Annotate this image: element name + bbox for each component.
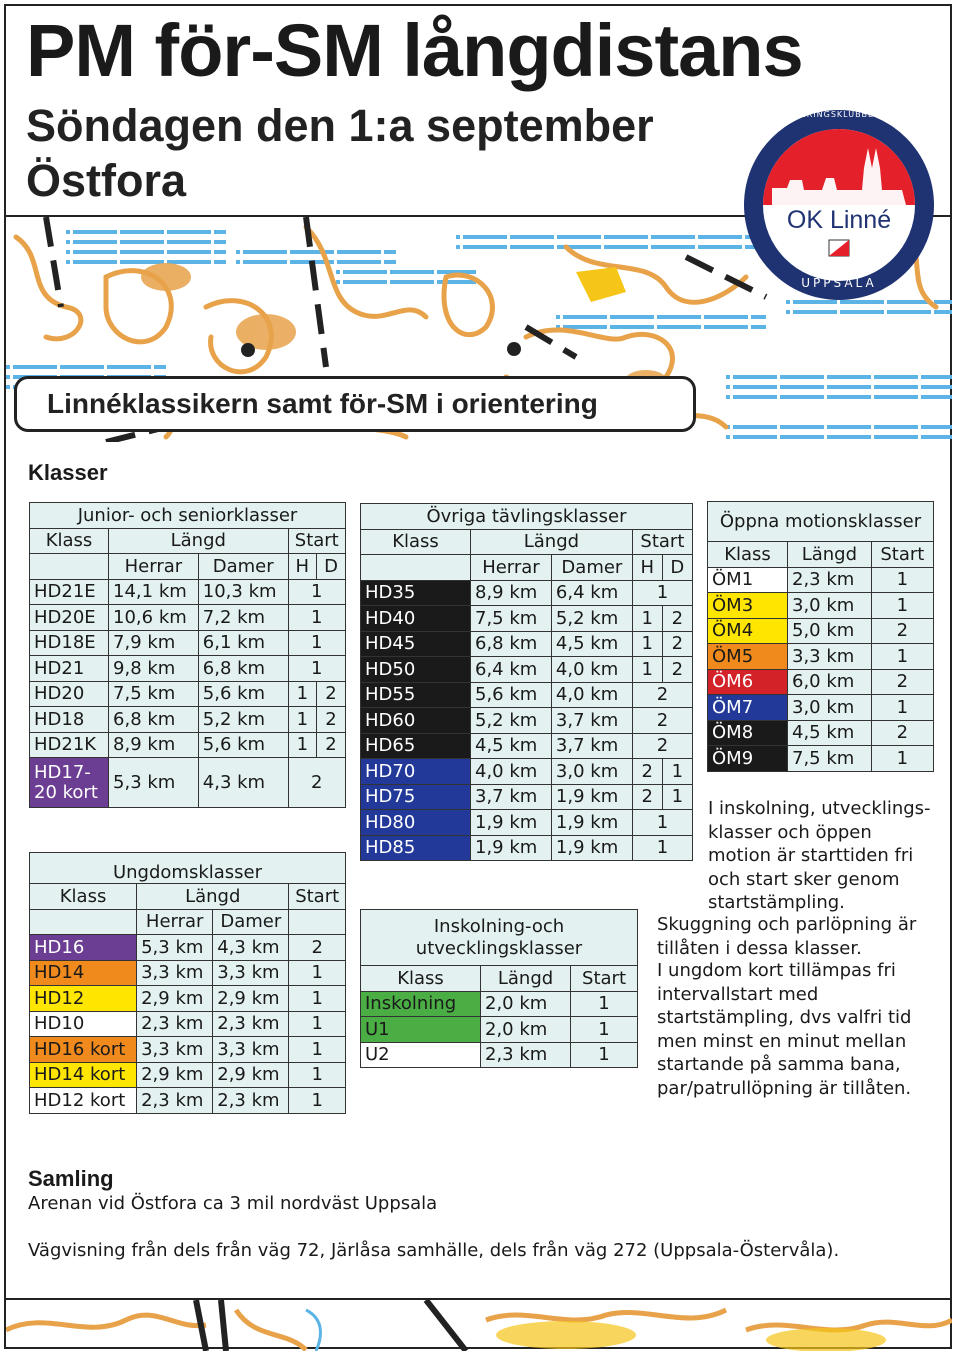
header-start: Start	[289, 884, 346, 910]
length-herrar: 2,3 km	[137, 1011, 213, 1037]
start-h: 1	[632, 657, 662, 683]
header-langd: Längd	[788, 542, 872, 568]
table-row	[30, 630, 346, 656]
length-damer: 4,0 km	[551, 657, 632, 683]
length-damer: 1,9 km	[551, 810, 632, 836]
length-herrar: 6,8 km	[471, 631, 552, 657]
table-row	[361, 784, 693, 810]
length-damer: 2,9 km	[213, 986, 289, 1012]
start-value: 1	[571, 1017, 638, 1043]
length-value: 2,0 km	[481, 991, 571, 1017]
length-herrar: 1,9 km	[471, 835, 552, 861]
note-line: Skuggning och parlöpning är	[657, 914, 917, 935]
length-damer: 5,2 km	[198, 707, 288, 733]
header-h: H	[288, 554, 317, 580]
note-line: tillåten i dessa klasser.	[657, 937, 862, 959]
length-damer: 3,7 km	[551, 708, 632, 734]
orienteering-map-strip	[6, 1298, 952, 1351]
class-name: HD14	[30, 960, 137, 986]
note-line: par/patrullöpning är tillåten.	[657, 1077, 912, 1099]
table-row	[708, 746, 934, 772]
start-value: 2	[289, 935, 346, 961]
start-value: 2	[632, 708, 692, 734]
table-row	[708, 593, 934, 619]
start-value: 1	[289, 1011, 346, 1037]
length-value: 3,0 km	[788, 593, 872, 619]
table-row	[361, 580, 693, 606]
length-herrar: 3,3 km	[137, 1037, 213, 1063]
page-title: PM för-SM långdistans	[26, 9, 803, 92]
table-caption: Öppna motionsklasser	[708, 502, 934, 542]
start-h: 1	[632, 631, 662, 657]
class-name: U1	[361, 1017, 481, 1043]
length-value: 2,3 km	[481, 1042, 571, 1068]
class-name: ÖM5	[708, 644, 788, 670]
table-row	[361, 810, 693, 836]
start-d: 1	[662, 784, 692, 810]
other-classes-table	[360, 503, 693, 861]
length-damer: 7,2 km	[198, 605, 288, 631]
table-row	[30, 579, 346, 605]
header-klass: Klass	[361, 966, 481, 992]
class-name: ÖM1	[708, 567, 788, 593]
class-name: HD18E	[30, 630, 109, 656]
class-name: HD35	[361, 580, 471, 606]
table-row	[361, 733, 693, 759]
note-line: startstämpling, dvs valfri tid	[657, 1007, 912, 1028]
start-value: 1	[571, 991, 638, 1017]
length-damer: 4,0 km	[551, 682, 632, 708]
class-name: ÖM8	[708, 720, 788, 746]
class-name: HD55	[361, 682, 471, 708]
table-row	[708, 567, 934, 593]
start-value: 1	[289, 1037, 346, 1063]
class-name: HD60	[361, 708, 471, 734]
class-name: HD21	[30, 656, 109, 682]
table-row	[361, 631, 693, 657]
table-row	[30, 707, 346, 733]
table-row	[30, 732, 346, 758]
class-name: U2	[361, 1042, 481, 1068]
length-damer: 3,0 km	[551, 759, 632, 785]
table-row	[361, 708, 693, 734]
start-value: 2	[288, 758, 345, 808]
header-langd: Längd	[481, 966, 571, 992]
table-row	[361, 657, 693, 683]
start-d: 2	[317, 732, 346, 758]
length-value: 2,0 km	[481, 1017, 571, 1043]
class-name: ÖM9	[708, 746, 788, 772]
start-value: 1	[871, 746, 933, 772]
header-d: D	[317, 554, 346, 580]
length-damer: 6,8 km	[198, 656, 288, 682]
start-value: 1	[632, 580, 692, 606]
class-name: ÖM6	[708, 669, 788, 695]
note-youth-short	[657, 959, 911, 1100]
start-value: 2	[871, 618, 933, 644]
length-damer: 2,3 km	[213, 1011, 289, 1037]
note-line: intervallstart med	[657, 983, 819, 1005]
table-row	[30, 681, 346, 707]
table-row	[361, 1042, 638, 1068]
class-name: HD85	[361, 835, 471, 861]
length-value: 7,5 km	[788, 746, 872, 772]
start-value: 2	[871, 669, 933, 695]
header-start: Start	[871, 542, 933, 568]
table-row	[30, 960, 346, 986]
length-herrar: 4,5 km	[471, 733, 552, 759]
length-damer: 4,5 km	[551, 631, 632, 657]
start-h: 1	[288, 707, 317, 733]
start-value: 1	[288, 630, 345, 656]
senior-classes-table	[29, 502, 346, 808]
class-name: HD20	[30, 681, 109, 707]
table-row	[30, 1037, 346, 1063]
class-name: HD12 kort	[30, 1088, 137, 1114]
note-line: I ungdom kort tillämpas fri	[657, 960, 896, 981]
class-name: HD16 kort	[30, 1037, 137, 1063]
table-row	[708, 695, 934, 721]
table-row	[361, 606, 693, 632]
header-damer: Damer	[551, 555, 632, 581]
note-line: men minst en minut mellan	[657, 1030, 907, 1052]
length-damer: 2,3 km	[213, 1088, 289, 1114]
section-heading-samling: Samling	[28, 1166, 114, 1191]
length-herrar: 6,4 km	[471, 657, 552, 683]
note-line: startstämpling.	[708, 892, 845, 913]
start-value: 1	[288, 656, 345, 682]
note-shadowing	[657, 913, 916, 960]
header-h: H	[632, 555, 662, 581]
note-line: klasser och öppen	[708, 821, 872, 843]
class-name: HD14 kort	[30, 1062, 137, 1088]
length-herrar: 6,8 km	[109, 707, 199, 733]
start-value: 1	[871, 695, 933, 721]
class-name: HD12	[30, 986, 137, 1012]
table-row	[361, 1017, 638, 1043]
class-name: HD45	[361, 631, 471, 657]
class-name: HD17-	[34, 761, 91, 783]
start-d: 2	[317, 681, 346, 707]
class-name: HD10	[30, 1011, 137, 1037]
header-herrar: Herrar	[471, 555, 552, 581]
header-damer: Damer	[213, 909, 289, 935]
start-d: 2	[662, 657, 692, 683]
header-start: Start	[632, 529, 692, 555]
start-value: 1	[632, 810, 692, 836]
table-row	[30, 1088, 346, 1114]
header-klass: Klass	[361, 529, 471, 555]
length-herrar: 8,9 km	[109, 732, 199, 758]
start-value: 1	[871, 593, 933, 619]
header-herrar: Herrar	[109, 554, 199, 580]
header-klass: Klass	[30, 884, 137, 910]
section-heading-klasser: Klasser	[28, 460, 108, 485]
samling-location: Arenan vid Östfora ca 3 mil nordväst Uppsala	[28, 1193, 438, 1214]
length-damer: 6,4 km	[551, 580, 632, 606]
logo-ring-text: ORIENTERINGSKLUBBEN LINNÉ	[764, 110, 914, 119]
class-name: HD40	[361, 606, 471, 632]
club-logo	[742, 108, 936, 302]
header-start: Start	[571, 966, 638, 992]
length-damer: 1,9 km	[551, 835, 632, 861]
table-row	[30, 1062, 346, 1088]
header-herrar: Herrar	[137, 909, 213, 935]
youth-classes-table	[29, 852, 346, 1114]
length-damer: 5,2 km	[551, 606, 632, 632]
note-open-start	[708, 797, 931, 915]
length-value: 6,0 km	[788, 669, 872, 695]
start-value: 1	[289, 1088, 346, 1114]
class-name: 20 kort	[34, 781, 98, 803]
length-damer: 1,9 km	[551, 784, 632, 810]
length-herrar: 8,9 km	[471, 580, 552, 606]
header-langd: Längd	[471, 529, 633, 555]
table-row	[708, 618, 934, 644]
length-herrar: 7,5 km	[471, 606, 552, 632]
length-herrar: 9,8 km	[109, 656, 199, 682]
class-name: HD70	[361, 759, 471, 785]
length-damer: 10,3 km	[198, 579, 288, 605]
class-name: HD80	[361, 810, 471, 836]
length-value: 2,3 km	[788, 567, 872, 593]
length-damer: 4,3 km	[198, 758, 288, 808]
class-name: HD21E	[30, 579, 109, 605]
length-herrar: 3,3 km	[137, 960, 213, 986]
note-line: startande på samma bana,	[657, 1054, 901, 1075]
class-name: HD75	[361, 784, 471, 810]
table-row	[708, 720, 934, 746]
start-d: 2	[662, 631, 692, 657]
header-langd: Längd	[137, 884, 289, 910]
open-classes-table	[707, 501, 934, 772]
logo-city: UPPSALA	[801, 276, 877, 290]
length-value: 4,5 km	[788, 720, 872, 746]
start-h: 1	[632, 606, 662, 632]
length-value: 3,0 km	[788, 695, 872, 721]
length-herrar: 3,7 km	[471, 784, 552, 810]
header-damer: Damer	[198, 554, 288, 580]
training-classes-table	[360, 909, 638, 1068]
class-name: ÖM3	[708, 593, 788, 619]
table-row	[30, 935, 346, 961]
event-banner	[14, 376, 696, 432]
length-herrar: 14,1 km	[109, 579, 199, 605]
header-start: Start	[288, 528, 345, 554]
length-herrar: 10,6 km	[109, 605, 199, 631]
class-name: HD21K	[30, 732, 109, 758]
samling-directions: Vägvisning från dels från väg 72, Järlåsa samhälle, dels från väg 272 (Uppsala-Östervåla).	[28, 1240, 840, 1261]
length-herrar: 5,3 km	[109, 758, 199, 808]
header-klass: Klass	[708, 542, 788, 568]
table-row	[708, 644, 934, 670]
header-langd: Längd	[109, 528, 289, 554]
start-value: 2	[632, 733, 692, 759]
start-h: 2	[632, 784, 662, 810]
table-row	[708, 669, 934, 695]
table-row	[30, 986, 346, 1012]
header-d: D	[662, 555, 692, 581]
length-herrar: 5,6 km	[471, 682, 552, 708]
start-value: 1	[289, 960, 346, 986]
start-d: 2	[662, 606, 692, 632]
logo-club-name: OK Linné	[786, 206, 892, 234]
start-value: 2	[871, 720, 933, 746]
length-damer: 2,9 km	[213, 1062, 289, 1088]
length-damer: 5,6 km	[198, 732, 288, 758]
length-herrar: 7,5 km	[109, 681, 199, 707]
table-caption: Ungdomsklasser	[30, 853, 346, 884]
table-row	[361, 759, 693, 785]
note-line: I inskolning, utvecklings-	[708, 798, 931, 819]
length-herrar: 7,9 km	[109, 630, 199, 656]
class-name: HD65	[361, 733, 471, 759]
table-row	[30, 758, 346, 808]
class-name: HD50	[361, 657, 471, 683]
length-damer: 4,3 km	[213, 935, 289, 961]
start-value: 1	[871, 567, 933, 593]
start-h: 1	[288, 681, 317, 707]
length-damer: 5,6 km	[198, 681, 288, 707]
note-line: motion är starttiden fri	[708, 845, 914, 866]
length-damer: 3,3 km	[213, 1037, 289, 1063]
start-value: 1	[571, 1042, 638, 1068]
start-h: 1	[288, 732, 317, 758]
class-name: Inskolning	[361, 991, 481, 1017]
start-value: 1	[288, 579, 345, 605]
class-name: HD20E	[30, 605, 109, 631]
table-row	[361, 682, 693, 708]
length-damer: 6,1 km	[198, 630, 288, 656]
class-name: ÖM4	[708, 618, 788, 644]
table-caption: Övriga tävlingsklasser	[361, 504, 693, 530]
length-herrar: 2,3 km	[137, 1088, 213, 1114]
class-name: HD16	[30, 935, 137, 961]
length-herrar: 2,9 km	[137, 1062, 213, 1088]
banner-text: Linnéklassikern samt för-SM i orientering	[47, 388, 598, 419]
class-name: HD18	[30, 707, 109, 733]
length-value: 5,0 km	[788, 618, 872, 644]
table-row	[361, 991, 638, 1017]
start-value: 1	[871, 644, 933, 670]
length-herrar: 1,9 km	[471, 810, 552, 836]
table-row	[30, 605, 346, 631]
length-damer: 3,7 km	[551, 733, 632, 759]
length-damer: 3,3 km	[213, 960, 289, 986]
length-value: 3,3 km	[788, 644, 872, 670]
note-line: och start sker genom	[708, 868, 900, 890]
event-date: Söndagen den 1:a september	[26, 100, 654, 151]
class-name: ÖM7	[708, 695, 788, 721]
start-value: 1	[289, 986, 346, 1012]
table-caption: utvecklingsklasser	[415, 937, 583, 959]
table-row	[361, 835, 693, 861]
event-place: Östfora	[26, 155, 187, 206]
start-d: 2	[317, 707, 346, 733]
start-h: 2	[632, 759, 662, 785]
start-value: 1	[632, 835, 692, 861]
length-herrar: 2,9 km	[137, 986, 213, 1012]
start-value: 1	[289, 1062, 346, 1088]
start-value: 1	[288, 605, 345, 631]
table-row	[30, 656, 346, 682]
length-herrar: 5,3 km	[137, 935, 213, 961]
table-row	[30, 1011, 346, 1037]
table-caption: Junior- och seniorklasser	[30, 503, 346, 529]
length-herrar: 5,2 km	[471, 708, 552, 734]
length-herrar: 4,0 km	[471, 759, 552, 785]
start-d: 1	[662, 759, 692, 785]
table-caption: Inskolning-och	[433, 915, 565, 937]
header-klass: Klass	[30, 528, 109, 554]
start-value: 2	[632, 682, 692, 708]
